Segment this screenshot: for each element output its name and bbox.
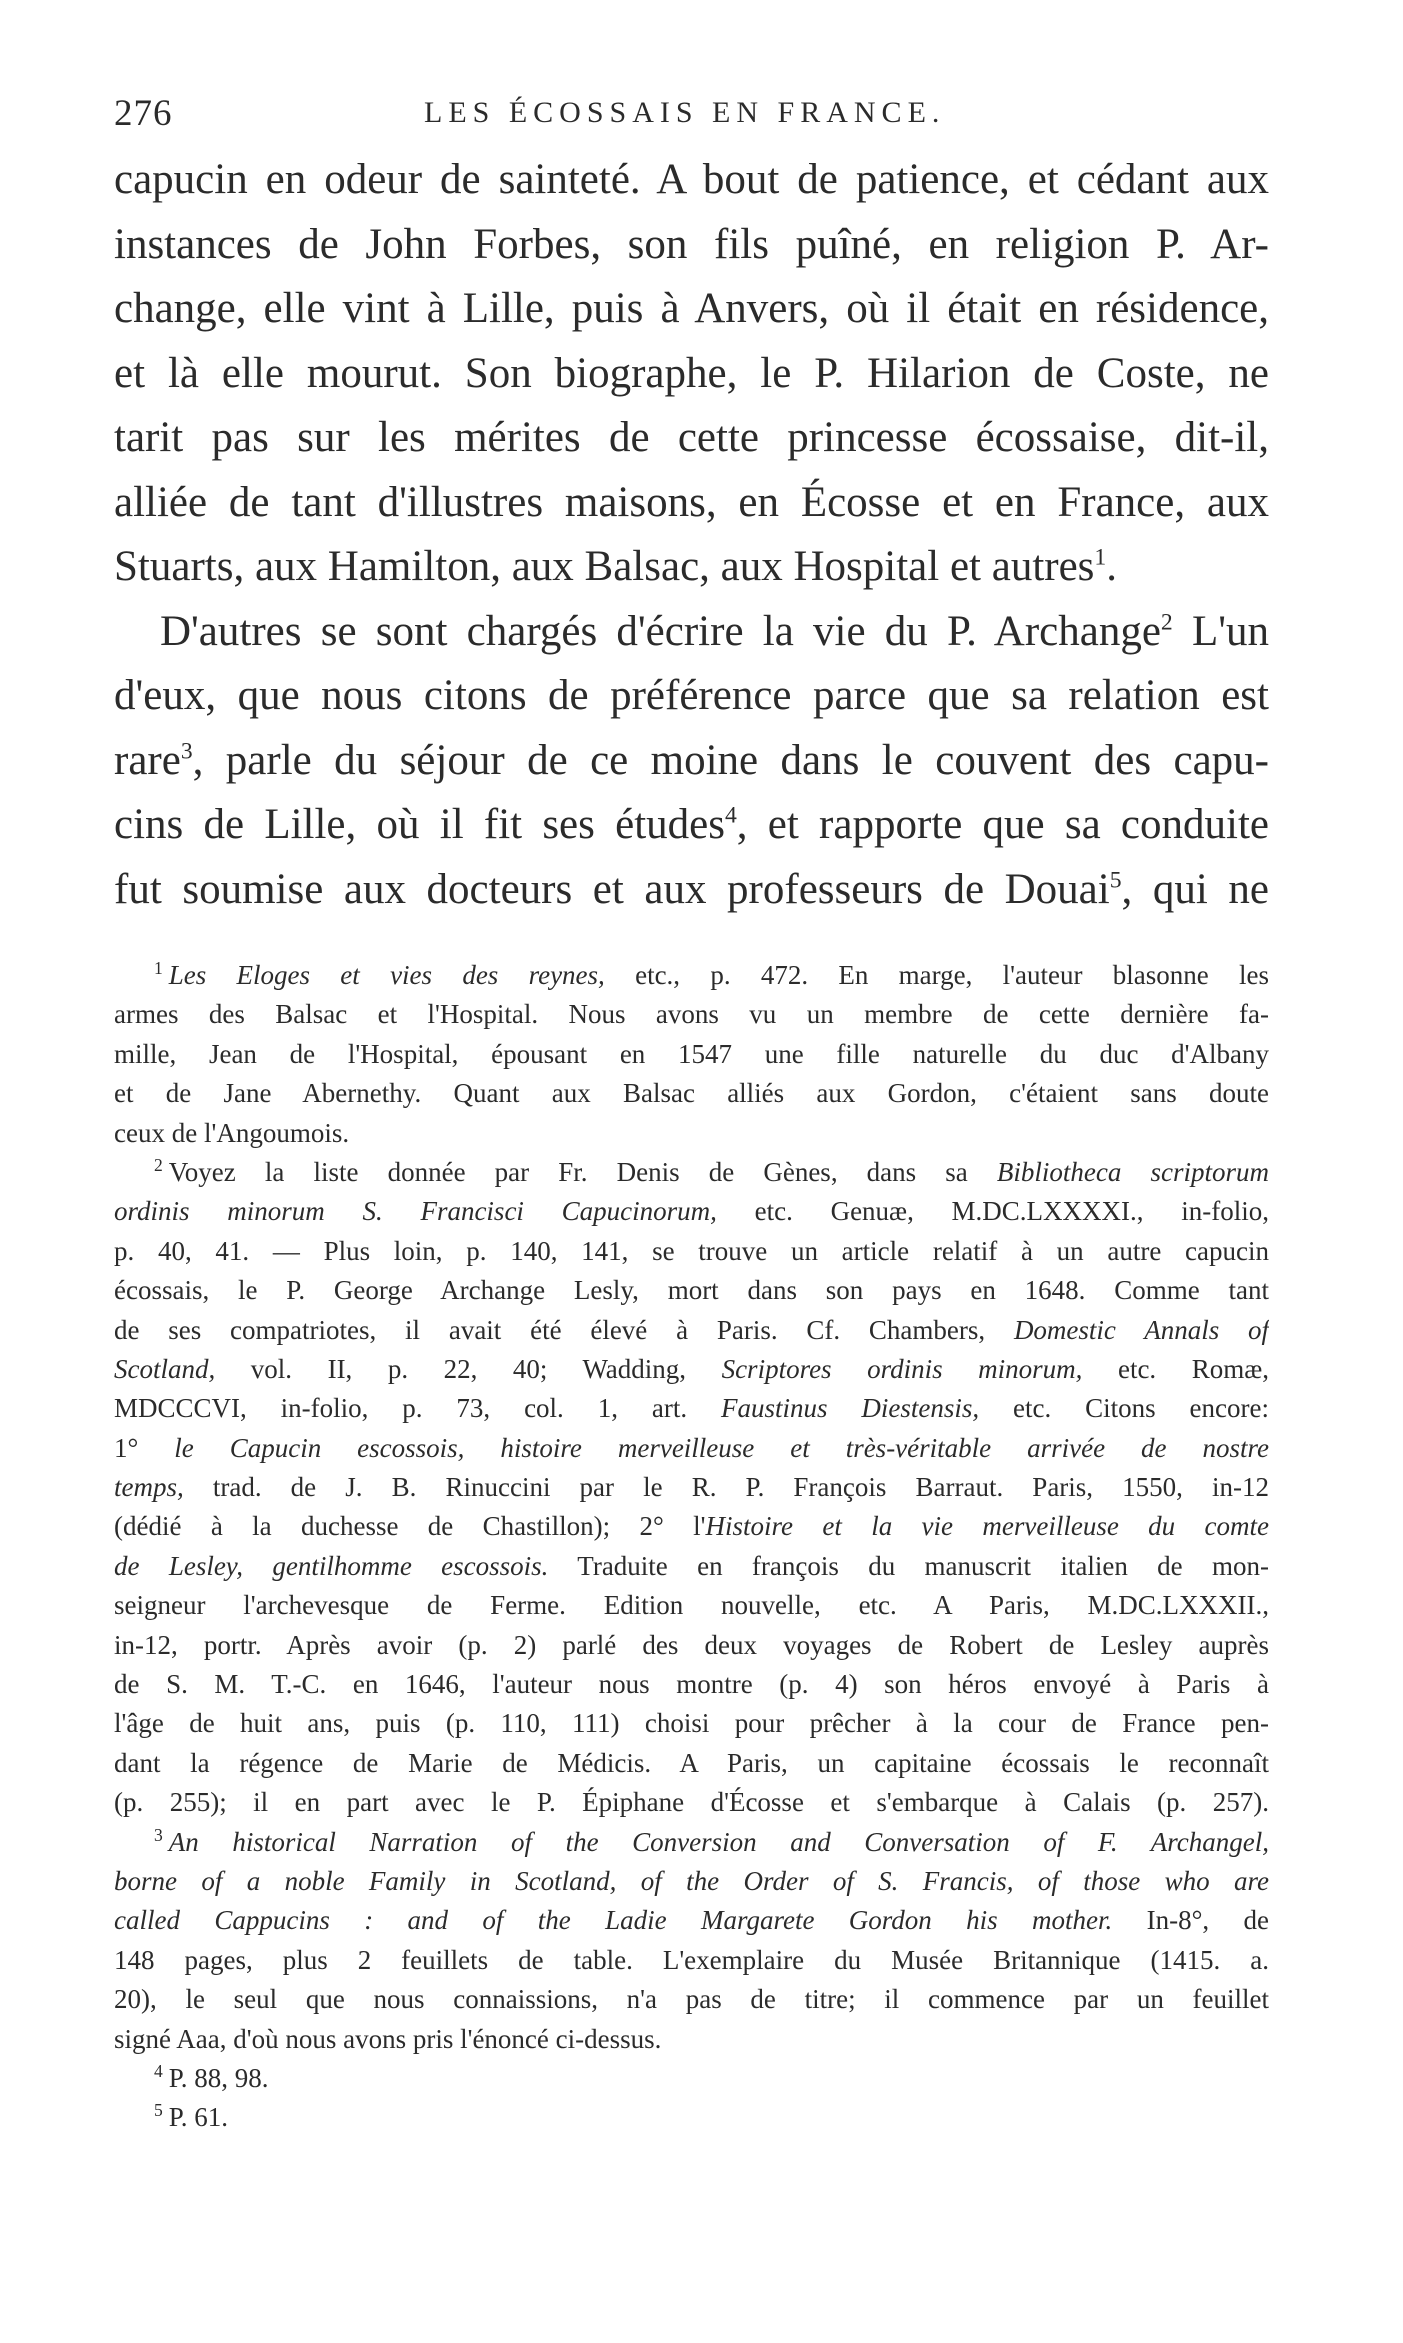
footnote-ref[interactable]: 3: [180, 738, 193, 765]
footnote-1-line: et de Jane Abernethy. Quant aux Balsac alliés aux Gordon, c'étaient sans doute: [114, 1078, 1269, 1109]
text-segment: Voyez la liste donnée par Fr. Denis de Gènes, dans sa: [168, 1156, 997, 1187]
text-line: [114, 729, 1269, 794]
text-segment: Traduite en françois du manuscrit italien de mon-: [548, 1550, 1269, 1581]
running-title: LES ÉCOSSAIS EN FRANCE.: [424, 96, 946, 129]
footnote-ref[interactable]: 2: [1160, 609, 1173, 636]
text-segment: temps,: [114, 1472, 184, 1503]
text-segment: L'un: [1172, 607, 1269, 655]
footnote-1-line: ceux de l'Angoumois.: [114, 1117, 350, 1148]
footnote-2-line: in-12, portr. Après avoir (p. 2) parlé des deux voyages de Robert de Lesley auprès: [114, 1629, 1269, 1660]
text-segment: An historical Narration of the Conversion and Conversation of F. Archangel,: [168, 1826, 1269, 1857]
text-segment: ordinis minorum S. Francisci Capucinorum,: [114, 1196, 717, 1227]
footnote-mark: 2: [154, 1154, 163, 1175]
text-segment: Bibliotheca scriptorum: [996, 1156, 1269, 1187]
text-line: tarit pas sur les mérites de cette princesse écossaise, dit-il,: [114, 414, 1269, 461]
text-segment: .: [1106, 543, 1117, 590]
text-segment: MDCCCVI, in-folio, p. 73, col. 1, art.: [114, 1393, 721, 1424]
text-segment: (dédié à la duchesse de Chastillon); 2° l': [114, 1511, 706, 1542]
text-line: d'eux, que nous citons de préférence parce que sa relation est: [114, 672, 1269, 719]
text-line: instances de John Forbes, son fils puîné, en religion P. Ar-: [114, 220, 1269, 268]
footnote-1-line: [114, 956, 1269, 995]
footnote-3-line: [114, 1823, 1269, 1862]
text-segment: Scotland,: [114, 1353, 216, 1384]
footnote-mark: 1: [154, 958, 163, 978]
text-segment: fut soumise aux docteurs et aux professeurs de Douai: [114, 865, 1110, 913]
text-segment: Domestic Annals of: [1013, 1314, 1269, 1345]
footnote-2-line: [114, 1507, 1269, 1546]
text-segment: , et rapporte que sa conduite: [736, 801, 1269, 848]
footnote-2-line: p. 40, 41. — Plus loin, p. 140, 141, se trouve un article relatif à un autre capucin: [114, 1235, 1269, 1266]
text-segment: borne of a noble Family in Scotland, of the Order of S. Francis, of those who are: [114, 1865, 1269, 1896]
text-line: alliée de tant d'illustres maisons, en Écosse et en France, aux: [114, 478, 1269, 526]
text-line: change, elle vint à Lille, puis à Anvers, où il était en résidence,: [114, 285, 1269, 332]
footnote-3-line: signé Aaa, d'où nous avons pris l'énoncé ci-dessus.: [114, 2023, 662, 2054]
text-line: capucin en odeur de sainteté. A bout de patience, et cédant aux: [114, 156, 1269, 203]
footnote-3-line: 20), le seul que nous connaissions, n'a pas de titre; il commence par un feuillet: [114, 1984, 1269, 2015]
footnote-ref[interactable]: 1: [1094, 544, 1107, 571]
text-segment: called Cappucins : and of the Ladie Margarete Gordon his mother.: [114, 1905, 1113, 1936]
page-number: 276: [114, 93, 173, 134]
footnotes: [114, 956, 1269, 2138]
footnote-ref[interactable]: 5: [1109, 867, 1122, 894]
text-segment: Histoire et la vie merveilleuse du comte: [705, 1511, 1269, 1542]
footnote-ref[interactable]: 4: [724, 802, 737, 829]
text-segment: Scriptores ordinis minorum,: [721, 1353, 1083, 1384]
footnote-2-line: [114, 1350, 1269, 1389]
text-segment: , qui ne: [1121, 865, 1269, 913]
text-segment: de ses compatriotes, il avait été élevé à Paris. Cf. Chambers,: [114, 1314, 1014, 1345]
text-segment: In-8°, de: [1112, 1905, 1269, 1936]
text-segment: etc. Citons encore:: [979, 1393, 1269, 1424]
footnote-2-line: [114, 1192, 1269, 1231]
text-line: [114, 858, 1269, 923]
text-segment: rare: [114, 736, 181, 784]
footnote-2-line: l'âge de huit ans, puis (p. 110, 111) choisi pour prêcher à la cour de France pen-: [114, 1708, 1269, 1739]
footnote-2-line: écossais, le P. George Archange Lesly, mort dans son pays en 1648. Comme tant: [114, 1275, 1269, 1306]
footnote-mark: 3: [154, 1824, 163, 1845]
main-text: [114, 148, 1269, 922]
footnote-5-line: [114, 2098, 1269, 2137]
footnote-2-line: [114, 1468, 1269, 1507]
text-segment: de Lesley, gentilhomme escossois.: [114, 1550, 549, 1581]
footnote-4-line: [114, 2059, 1269, 2098]
footnote-1-line: mille, Jean de l'Hospital, épousant en 1547 une fille naturelle du duc d'Albany: [114, 1038, 1269, 1069]
footnote-2-line: dant la régence de Marie de Médicis. A Paris, un capitaine écossais le reconnaît: [114, 1747, 1269, 1778]
footnote-2-line: [114, 1311, 1269, 1350]
text-segment: Les Eloges et vies des reynes,: [168, 960, 605, 990]
text-segment: , parle du séjour de ce moine dans le couvent des capu-: [192, 736, 1269, 784]
footnote-2-line: seigneur l'archevesque de Ferme. Edition nouvelle, etc. A Paris, M.DC.LXXXII.,: [114, 1590, 1269, 1621]
text-line: [114, 793, 1269, 858]
footnote-3-line: [114, 1862, 1269, 1901]
text-segment: P. 88, 98.: [168, 2062, 269, 2093]
footnote-3-line: 148 pages, plus 2 feuillets de table. L'exemplaire du Musée Britannique (1415. a.: [114, 1944, 1269, 1975]
footnote-2-line: [114, 1547, 1269, 1586]
text-segment: etc., p. 472. En marge, l'auteur blasonne les: [604, 960, 1269, 990]
footnote-1-line: armes des Balsac et l'Hospital. Nous avons vu un membre de cette dernière fa-: [114, 999, 1269, 1030]
text-segment: cins de Lille, où il fit ses études: [114, 801, 725, 848]
footnote-3-line: [114, 1901, 1269, 1940]
text-segment: Faustinus Diestensis,: [720, 1393, 980, 1424]
text-segment: D'autres se sont chargés d'écrire la vie du P. Archange: [160, 607, 1161, 655]
text-segment: etc. Romæ,: [1082, 1353, 1269, 1384]
text-line: et là elle mourut. Son biographe, le P. Hilarion de Coste, ne: [114, 349, 1269, 397]
text-segment: etc. Genuæ, M.DC.LXXXXI., in-folio,: [716, 1196, 1269, 1227]
footnote-mark: 5: [154, 2100, 163, 2121]
footnote-mark: 4: [154, 2060, 163, 2081]
footnote-2-line: [114, 1153, 1269, 1192]
text-segment: vol. II, p. 22, 40; Wadding,: [215, 1353, 722, 1384]
footnote-2-line: (p. 255); il en part avec le P. Épiphane d'Écosse et s'embarque à Calais (p. 257).: [114, 1787, 1269, 1818]
text-line: [114, 600, 1269, 665]
text-segment: P. 61.: [168, 2102, 229, 2133]
text-segment: 1°: [114, 1432, 175, 1463]
text-line: [114, 535, 1269, 600]
footnote-2-line: [114, 1389, 1269, 1428]
text-segment: le Capucin escossois, histoire merveilleuse et très-véritable arrivée de nostre: [174, 1432, 1269, 1463]
text-segment: Stuarts, aux Hamilton, aux Balsac, aux Hospital et autres: [114, 543, 1095, 590]
page-header: [114, 92, 1274, 136]
footnote-2-line: de S. M. T.-C. en 1646, l'auteur nous montre (p. 4) son héros envoyé à Paris à: [114, 1669, 1269, 1700]
footnote-2-line: [114, 1429, 1269, 1468]
text-segment: trad. de J. B. Rinuccini par le R. P. François Barraut. Paris, 1550, in-12: [183, 1472, 1269, 1503]
